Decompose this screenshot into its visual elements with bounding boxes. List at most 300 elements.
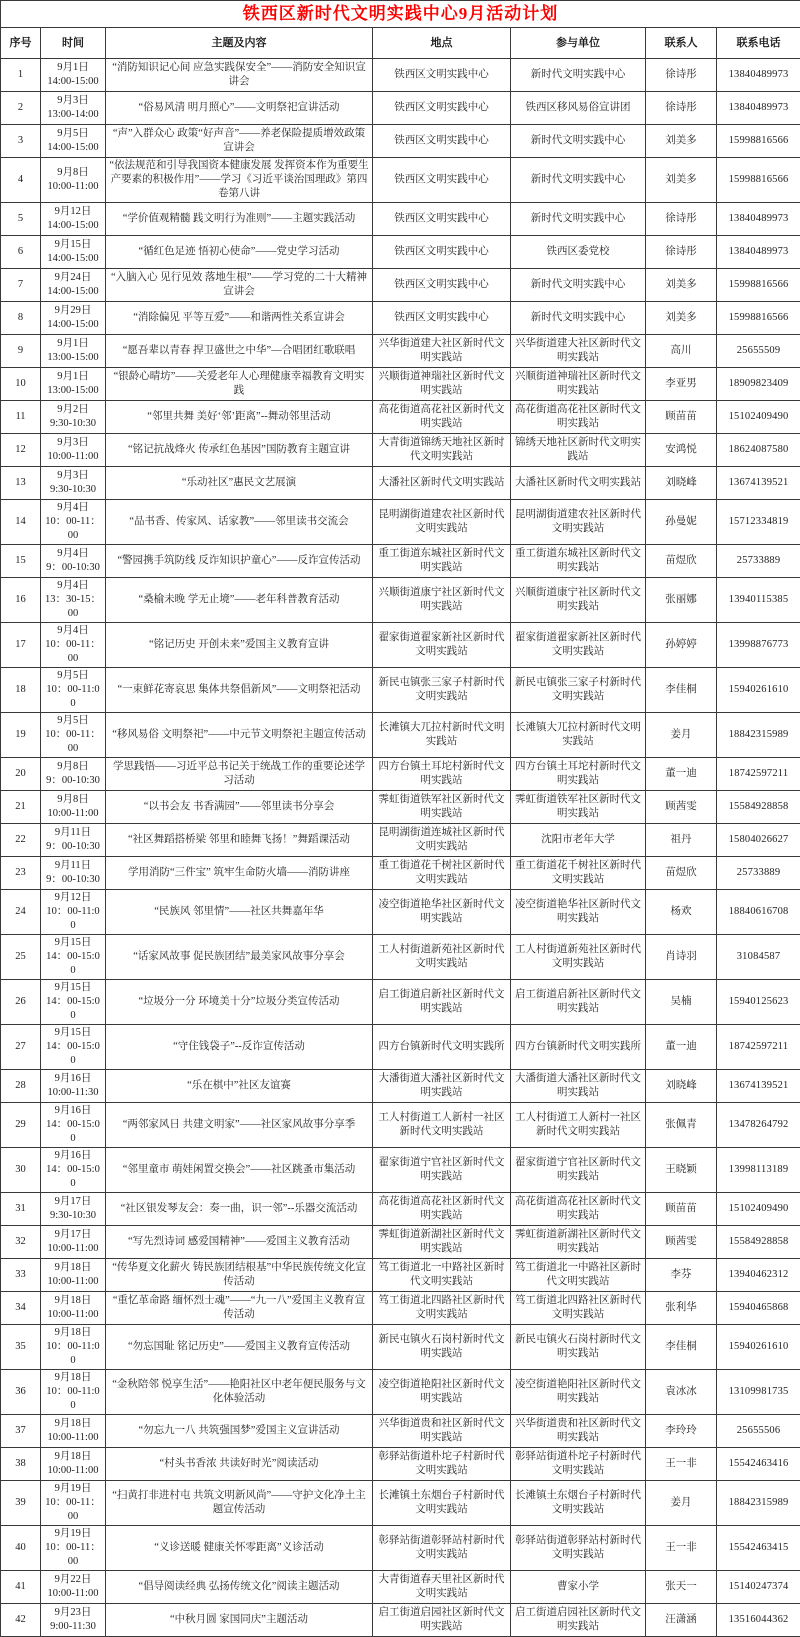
time-text: 9：00-10:30 bbox=[44, 873, 102, 887]
date-text: 9月8日 bbox=[44, 793, 102, 807]
date-text: 9月4日 bbox=[44, 501, 102, 515]
cell-contact-phone: 13998876773 bbox=[717, 623, 800, 668]
cell-time bbox=[41, 368, 106, 401]
cell-contact-person: 顾茜雯 bbox=[646, 1226, 717, 1259]
cell-theme: 学思践悟——习近平总书记关于统战工作的重要论述学习活动 bbox=[106, 758, 373, 791]
cell-contact-person: 李玲玲 bbox=[646, 1415, 717, 1448]
table-row bbox=[1, 578, 800, 623]
cell-participating-org: 长滩镇土东烟台子村新时代文明实践站 bbox=[511, 1481, 646, 1526]
cell-theme: “一束鲜花寄哀思 集体共祭倡新风”——文明祭祀活动 bbox=[106, 668, 373, 713]
cell-theme: “金秋陪邻 悦享生活”——艳阳社区中老年便民服务与文化体验活动 bbox=[106, 1370, 373, 1415]
cell-location: 彰驿站街道朴坨子村新时代文明实践站 bbox=[373, 1448, 511, 1481]
cell-location: 翟家街道宁官社区新时代文明实践站 bbox=[373, 1148, 511, 1193]
table-row bbox=[1, 623, 800, 668]
cell-location: 兴华街道建大社区新时代文明实践站 bbox=[373, 335, 511, 368]
date-text: 9月24日 bbox=[44, 271, 102, 285]
cell-contact-phone: 15998816566 bbox=[717, 125, 800, 158]
cell-row-number: 29 bbox=[1, 1103, 41, 1148]
time-text: 9：00-10:30 bbox=[44, 840, 102, 854]
cell-theme: “倡导阅读经典 弘扬传统文化”阅读主题活动 bbox=[106, 1571, 373, 1604]
cell-time bbox=[41, 401, 106, 434]
table-row bbox=[1, 158, 800, 203]
table-row bbox=[1, 545, 800, 578]
cell-time bbox=[41, 302, 106, 335]
cell-participating-org: 重工街道东城社区新时代文明实践站 bbox=[511, 545, 646, 578]
table-row bbox=[1, 1193, 800, 1226]
cell-theme: “社区银发琴友会：奏一曲，识一邻”--乐器交流活动 bbox=[106, 1193, 373, 1226]
table-row bbox=[1, 335, 800, 368]
cell-contact-person: 顾苗苗 bbox=[646, 1193, 717, 1226]
cell-participating-org: 兴顺街道康宁社区新时代文明实践站 bbox=[511, 578, 646, 623]
cell-contact-phone: 13478264792 bbox=[717, 1103, 800, 1148]
cell-theme: “银龄心晴坊”——关爱老年人心理健康幸福教育文明实践 bbox=[106, 368, 373, 401]
cell-contact-person: 顾苗苗 bbox=[646, 401, 717, 434]
table-row bbox=[1, 1226, 800, 1259]
cell-contact-phone: 15140247374 bbox=[717, 1571, 800, 1604]
cell-location: 笃工街道北一中路社区新时代文明实践站 bbox=[373, 1259, 511, 1292]
cell-contact-phone: 13840489973 bbox=[717, 92, 800, 125]
cell-row-number: 23 bbox=[1, 857, 41, 890]
cell-row-number: 5 bbox=[1, 203, 41, 236]
cell-theme: “传华夏文化薪火 铸民族团结根基”中华民族传统文化宣传活动 bbox=[106, 1259, 373, 1292]
table-row bbox=[1, 236, 800, 269]
cell-contact-phone: 15542463416 bbox=[717, 1448, 800, 1481]
cell-contact-phone: 15940125623 bbox=[717, 980, 800, 1025]
cell-contact-person: 李佳桐 bbox=[646, 1325, 717, 1370]
cell-contact-phone: 25733889 bbox=[717, 857, 800, 890]
table-row bbox=[1, 758, 800, 791]
cell-row-number: 19 bbox=[1, 713, 41, 758]
column-header-3: 地点 bbox=[373, 28, 511, 59]
table-row bbox=[1, 401, 800, 434]
cell-time bbox=[41, 1292, 106, 1325]
cell-location: 铁西区文明实践中心 bbox=[373, 92, 511, 125]
cell-participating-org: 新时代文明实践中心 bbox=[511, 302, 646, 335]
date-text: 9月17日 bbox=[44, 1195, 102, 1209]
cell-theme: “邻里共舞 美好‘邻’距离”--舞动邻里活动 bbox=[106, 401, 373, 434]
table-row bbox=[1, 500, 800, 545]
time-text: 14：00-15:00 bbox=[44, 995, 102, 1023]
time-text: 9：00-10:30 bbox=[44, 774, 102, 788]
cell-contact-phone: 15102409490 bbox=[717, 401, 800, 434]
cell-location: 重工街道花千树社区新时代文明实践站 bbox=[373, 857, 511, 890]
table-row bbox=[1, 713, 800, 758]
cell-participating-org: 铁西区委党校 bbox=[511, 236, 646, 269]
time-text: 10:00-11:00 bbox=[44, 1464, 102, 1478]
table-row bbox=[1, 791, 800, 824]
cell-contact-phone: 18624087580 bbox=[717, 434, 800, 467]
date-text: 9月23日 bbox=[44, 1606, 102, 1620]
cell-participating-org: 高花街道高花社区新时代文明实践站 bbox=[511, 401, 646, 434]
cell-row-number: 20 bbox=[1, 758, 41, 791]
date-text: 9月18日 bbox=[44, 1417, 102, 1431]
date-text: 9月15日 bbox=[44, 936, 102, 950]
cell-participating-org: 翟家街道翟家新社区新时代文明实践站 bbox=[511, 623, 646, 668]
cell-participating-org: 霁虹街道铁军社区新时代文明实践站 bbox=[511, 791, 646, 824]
cell-participating-org: 翟家街道宁官社区新时代文明实践站 bbox=[511, 1148, 646, 1193]
date-text: 9月19日 bbox=[44, 1482, 102, 1496]
cell-contact-person: 徐诗彤 bbox=[646, 92, 717, 125]
cell-location: 大青街道锦绣天地社区新时代文明实践站 bbox=[373, 434, 511, 467]
cell-contact-person: 董一迪 bbox=[646, 758, 717, 791]
cell-participating-org: 新民屯镇张三家子村新时代文明实践站 bbox=[511, 668, 646, 713]
cell-contact-phone: 15542463415 bbox=[717, 1526, 800, 1571]
cell-location: 铁西区文明实践中心 bbox=[373, 125, 511, 158]
cell-contact-person: 王一非 bbox=[646, 1448, 717, 1481]
cell-time bbox=[41, 203, 106, 236]
cell-contact-person: 张丽娜 bbox=[646, 578, 717, 623]
cell-participating-org: 兴顺街道神瑞社区新时代文明实践站 bbox=[511, 368, 646, 401]
time-text: 13：30-15：00 bbox=[44, 593, 102, 621]
table-row bbox=[1, 1415, 800, 1448]
cell-row-number: 4 bbox=[1, 158, 41, 203]
cell-contact-person: 张天一 bbox=[646, 1571, 717, 1604]
cell-time bbox=[41, 1415, 106, 1448]
time-text: 9:30-10:30 bbox=[44, 483, 102, 497]
cell-theme: “入脑入心 见行见效 落地生根”——学习党的二十大精神宣讲会 bbox=[106, 269, 373, 302]
cell-participating-org: 曹家小学 bbox=[511, 1571, 646, 1604]
date-text: 9月1日 bbox=[44, 370, 102, 384]
cell-contact-person: 李佳桐 bbox=[646, 668, 717, 713]
column-header-0: 序号 bbox=[1, 28, 41, 59]
time-text: 14:00-15:00 bbox=[44, 75, 102, 89]
cell-theme: 学用消防“三件宝” 筑牢生命防火墙——消防讲座 bbox=[106, 857, 373, 890]
cell-theme: “邻里童市 萌娃闲置交换会”——社区跳蚤市集活动 bbox=[106, 1148, 373, 1193]
cell-time bbox=[41, 713, 106, 758]
cell-theme: “声”入群众心 政策“好声音”——养老保险提质增效政策宣讲会 bbox=[106, 125, 373, 158]
time-text: 10：00-11:00 bbox=[44, 905, 102, 933]
cell-location: 启工街道启园社区新时代文明实践站 bbox=[373, 1604, 511, 1637]
cell-contact-person: 孙曼妮 bbox=[646, 500, 717, 545]
time-text: 10:00-11:00 bbox=[44, 1308, 102, 1322]
cell-location: 凌空街道艳阳社区新时代文明实践站 bbox=[373, 1370, 511, 1415]
cell-participating-org: 启工街道启园社区新时代文明实践站 bbox=[511, 1604, 646, 1637]
table-row bbox=[1, 125, 800, 158]
cell-time bbox=[41, 467, 106, 500]
cell-participating-org: 笃工街道北一中路社区新时代文明实践站 bbox=[511, 1259, 646, 1292]
time-text: 14：00-15:00 bbox=[44, 950, 102, 978]
cell-location: 笃工街道北四路社区新时代文明实践站 bbox=[373, 1292, 511, 1325]
time-text: 14:00-15:00 bbox=[44, 252, 102, 266]
cell-row-number: 7 bbox=[1, 269, 41, 302]
cell-row-number: 32 bbox=[1, 1226, 41, 1259]
table-row bbox=[1, 824, 800, 857]
cell-participating-org: 四方台镇土耳坨村新时代文明实践站 bbox=[511, 758, 646, 791]
cell-contact-phone: 13940115385 bbox=[717, 578, 800, 623]
cell-location: 兴华街道贵和社区新时代文明实践站 bbox=[373, 1415, 511, 1448]
date-text: 9月15日 bbox=[44, 981, 102, 995]
cell-row-number: 31 bbox=[1, 1193, 41, 1226]
cell-row-number: 21 bbox=[1, 791, 41, 824]
cell-location: 凌空街道艳华社区新时代文明实践站 bbox=[373, 890, 511, 935]
time-text: 14:00-15:00 bbox=[44, 219, 102, 233]
cell-participating-org: 兴华街道建大社区新时代文明实践站 bbox=[511, 335, 646, 368]
cell-location: 长滩镇大兀拉村新时代文明实践站 bbox=[373, 713, 511, 758]
cell-location: 霁虹街道铁军社区新时代文明实践站 bbox=[373, 791, 511, 824]
cell-theme: “扫黄打非进村屯 共筑文明新风尚”——守护文化净土主题宣传活动 bbox=[106, 1481, 373, 1526]
cell-location: 大青街道春天里社区新时代文明实践站 bbox=[373, 1571, 511, 1604]
cell-contact-phone: 25655509 bbox=[717, 335, 800, 368]
cell-row-number: 11 bbox=[1, 401, 41, 434]
date-text: 9月8日 bbox=[44, 166, 102, 180]
cell-participating-org: 大潘街道大潘社区新时代文明实践站 bbox=[511, 1070, 646, 1103]
date-text: 9月22日 bbox=[44, 1573, 102, 1587]
time-text: 10:00-11:00 bbox=[44, 807, 102, 821]
cell-time bbox=[41, 545, 106, 578]
cell-contact-phone: 13840489973 bbox=[717, 203, 800, 236]
cell-contact-person: 刘美多 bbox=[646, 269, 717, 302]
cell-participating-org: 昆明湖街道建农社区新时代文明实践站 bbox=[511, 500, 646, 545]
cell-location: 高花街道高花社区新时代文明实践站 bbox=[373, 401, 511, 434]
cell-time bbox=[41, 1604, 106, 1637]
cell-time bbox=[41, 125, 106, 158]
cell-participating-org: 锦绣天地社区新时代文明实践站 bbox=[511, 434, 646, 467]
table-row bbox=[1, 269, 800, 302]
cell-row-number: 27 bbox=[1, 1025, 41, 1070]
cell-row-number: 1 bbox=[1, 59, 41, 92]
cell-contact-person: 安鸿悦 bbox=[646, 434, 717, 467]
cell-contact-phone: 13674139521 bbox=[717, 467, 800, 500]
cell-time bbox=[41, 236, 106, 269]
cell-theme: “循红色足迹 悟初心使命”——党史学习活动 bbox=[106, 236, 373, 269]
date-text: 9月11日 bbox=[44, 859, 102, 873]
cell-row-number: 18 bbox=[1, 668, 41, 713]
cell-location: 新民屯镇张三家子村新时代文明实践站 bbox=[373, 668, 511, 713]
cell-theme: “依法规范和引导我国资本健康发展 发挥资本作为重要生产要素的积极作用”——学习《习近平谈治国理政》第四卷第八讲 bbox=[106, 158, 373, 203]
time-text: 14：00-15:00 bbox=[44, 1118, 102, 1146]
cell-contact-person: 刘美多 bbox=[646, 302, 717, 335]
cell-time bbox=[41, 1025, 106, 1070]
cell-contact-phone: 15940465868 bbox=[717, 1292, 800, 1325]
cell-theme: “村头书香浓 共读好时光”阅读活动 bbox=[106, 1448, 373, 1481]
time-text: 13:00-15:00 bbox=[44, 351, 102, 365]
table-row bbox=[1, 59, 800, 92]
cell-participating-org: 新民屯镇火石岗村新时代文明实践站 bbox=[511, 1325, 646, 1370]
cell-contact-phone: 13109981735 bbox=[717, 1370, 800, 1415]
cell-contact-phone: 15584928858 bbox=[717, 1226, 800, 1259]
table-row bbox=[1, 467, 800, 500]
cell-theme: “品书香、传家风、话家教”——邻里读书交流会 bbox=[106, 500, 373, 545]
cell-theme: “两邻家风日 共建文明家”——社区家风故事分享季 bbox=[106, 1103, 373, 1148]
time-text: 10：00-11:00 bbox=[44, 1385, 102, 1413]
table-row bbox=[1, 1526, 800, 1571]
table-row bbox=[1, 857, 800, 890]
table-row bbox=[1, 668, 800, 713]
cell-contact-phone: 13674139521 bbox=[717, 1070, 800, 1103]
time-text: 10:00-11:00 bbox=[44, 1275, 102, 1289]
cell-time bbox=[41, 1148, 106, 1193]
time-text: 10：00-11:00 bbox=[44, 1340, 102, 1368]
cell-contact-phone: 15804026627 bbox=[717, 824, 800, 857]
cell-contact-phone: 13840489973 bbox=[717, 236, 800, 269]
cell-contact-person: 王一非 bbox=[646, 1526, 717, 1571]
cell-theme: “铭记抗战烽火 传承红色基因”国防教育主题宣讲 bbox=[106, 434, 373, 467]
cell-contact-phone: 15998816566 bbox=[717, 269, 800, 302]
cell-contact-person: 高川 bbox=[646, 335, 717, 368]
cell-contact-phone: 18909823409 bbox=[717, 368, 800, 401]
cell-participating-org: 兴华街道贵和社区新时代文明实践站 bbox=[511, 1415, 646, 1448]
date-text: 9月15日 bbox=[44, 1026, 102, 1040]
cell-participating-org: 新时代文明实践中心 bbox=[511, 158, 646, 203]
cell-contact-phone: 15940261610 bbox=[717, 1325, 800, 1370]
cell-time bbox=[41, 269, 106, 302]
cell-theme: “消除偏见 平等互爱”——和谐两性关系宣讲会 bbox=[106, 302, 373, 335]
cell-contact-person: 刘晓峰 bbox=[646, 467, 717, 500]
date-text: 9月16日 bbox=[44, 1149, 102, 1163]
cell-participating-org: 新时代文明实践中心 bbox=[511, 59, 646, 92]
cell-row-number: 8 bbox=[1, 302, 41, 335]
cell-location: 昆明湖街道连城社区新时代文明实践站 bbox=[373, 824, 511, 857]
table-row bbox=[1, 1259, 800, 1292]
cell-contact-phone: 31084587 bbox=[717, 935, 800, 980]
cell-time bbox=[41, 1481, 106, 1526]
date-text: 9月18日 bbox=[44, 1261, 102, 1275]
date-text: 9月15日 bbox=[44, 238, 102, 252]
date-text: 9月11日 bbox=[44, 826, 102, 840]
page-title: 铁西区新时代文明实践中心9月活动计划 bbox=[1, 1, 800, 28]
cell-contact-person: 徐诗彤 bbox=[646, 203, 717, 236]
cell-contact-phone: 15998816566 bbox=[717, 302, 800, 335]
column-header-5: 联系人 bbox=[646, 28, 717, 59]
table-row bbox=[1, 935, 800, 980]
time-text: 10：00-11：00 bbox=[44, 1496, 102, 1524]
table-row bbox=[1, 980, 800, 1025]
table-row bbox=[1, 1148, 800, 1193]
date-text: 9月19日 bbox=[44, 1527, 102, 1541]
cell-time bbox=[41, 500, 106, 545]
date-text: 9月4日 bbox=[44, 547, 102, 561]
cell-row-number: 39 bbox=[1, 1481, 41, 1526]
cell-location: 铁西区文明实践中心 bbox=[373, 158, 511, 203]
cell-theme: “移风易俗 文明祭祀”——中元节文明祭祀主题宣传活动 bbox=[106, 713, 373, 758]
cell-contact-person: 张利华 bbox=[646, 1292, 717, 1325]
date-text: 9月3日 bbox=[44, 94, 102, 108]
cell-contact-person: 刘美多 bbox=[646, 125, 717, 158]
cell-row-number: 22 bbox=[1, 824, 41, 857]
cell-time bbox=[41, 890, 106, 935]
column-header-2: 主题及内容 bbox=[106, 28, 373, 59]
cell-theme: “俗易风清 明月照心”——文明祭祀宣讲活动 bbox=[106, 92, 373, 125]
cell-time bbox=[41, 1325, 106, 1370]
cell-row-number: 25 bbox=[1, 935, 41, 980]
cell-location: 启工街道启新社区新时代文明实践站 bbox=[373, 980, 511, 1025]
time-text: 9:30-10:30 bbox=[44, 417, 102, 431]
cell-row-number: 28 bbox=[1, 1070, 41, 1103]
date-text: 9月18日 bbox=[44, 1326, 102, 1340]
time-text: 10：00-11:00 bbox=[44, 683, 102, 711]
table-row bbox=[1, 92, 800, 125]
cell-contact-person: 李亚男 bbox=[646, 368, 717, 401]
cell-location: 工人村街道工人新村一社区新时代文明实践站 bbox=[373, 1103, 511, 1148]
cell-time bbox=[41, 857, 106, 890]
cell-contact-person: 苗煜欣 bbox=[646, 857, 717, 890]
time-text: 10：00-11：00 bbox=[44, 728, 102, 756]
cell-time bbox=[41, 1259, 106, 1292]
cell-location: 翟家街道翟家新社区新时代文明实践站 bbox=[373, 623, 511, 668]
cell-theme: “警园携手筑防线 反诈知识护童心”——反诈宣传活动 bbox=[106, 545, 373, 578]
cell-time bbox=[41, 758, 106, 791]
cell-contact-person: 刘晓峰 bbox=[646, 1070, 717, 1103]
cell-row-number: 30 bbox=[1, 1148, 41, 1193]
date-text: 9月2日 bbox=[44, 403, 102, 417]
table-row bbox=[1, 1103, 800, 1148]
date-text: 9月16日 bbox=[44, 1104, 102, 1118]
cell-row-number: 16 bbox=[1, 578, 41, 623]
cell-time bbox=[41, 824, 106, 857]
cell-theme: “愿吾辈以青春 捍卫盛世之中华”—合唱团红歌联唱 bbox=[106, 335, 373, 368]
cell-contact-person: 汪潇涵 bbox=[646, 1604, 717, 1637]
date-text: 9月17日 bbox=[44, 1228, 102, 1242]
cell-location: 工人村街道新苑社区新时代文明实践站 bbox=[373, 935, 511, 980]
cell-location: 铁西区文明实践中心 bbox=[373, 269, 511, 302]
cell-time bbox=[41, 1070, 106, 1103]
cell-contact-phone: 25733889 bbox=[717, 545, 800, 578]
cell-location: 铁西区文明实践中心 bbox=[373, 203, 511, 236]
cell-theme: “重忆革命路 缅怀烈士魂”——“九一八”爱国主义教育宣传活动 bbox=[106, 1292, 373, 1325]
date-text: 9月5日 bbox=[44, 714, 102, 728]
cell-time bbox=[41, 335, 106, 368]
cell-participating-org: 凌空街道艳华社区新时代文明实践站 bbox=[511, 890, 646, 935]
table-row bbox=[1, 1325, 800, 1370]
time-text: 14:00-15:00 bbox=[44, 141, 102, 155]
date-text: 9月3日 bbox=[44, 469, 102, 483]
cell-location: 昆明湖街道建农社区新时代文明实践站 bbox=[373, 500, 511, 545]
cell-row-number: 12 bbox=[1, 434, 41, 467]
cell-row-number: 10 bbox=[1, 368, 41, 401]
column-header-6: 联系电话 bbox=[717, 28, 800, 59]
cell-participating-org: 启工街道启新社区新时代文明实践站 bbox=[511, 980, 646, 1025]
cell-location: 四方台镇新时代文明实践所 bbox=[373, 1025, 511, 1070]
cell-location: 兴顺街道康宁社区新时代文明实践站 bbox=[373, 578, 511, 623]
cell-time bbox=[41, 1571, 106, 1604]
cell-row-number: 35 bbox=[1, 1325, 41, 1370]
time-text: 10:00-11:00 bbox=[44, 1431, 102, 1445]
cell-time bbox=[41, 434, 106, 467]
cell-contact-phone: 18842315989 bbox=[717, 713, 800, 758]
cell-location: 大潘社区新时代文明实践站 bbox=[373, 467, 511, 500]
cell-theme: “民族风 邻里情”——社区共舞嘉年华 bbox=[106, 890, 373, 935]
table-row bbox=[1, 1604, 800, 1637]
cell-contact-phone: 15584928858 bbox=[717, 791, 800, 824]
date-text: 9月5日 bbox=[44, 127, 102, 141]
cell-contact-phone: 13940462312 bbox=[717, 1259, 800, 1292]
cell-row-number: 40 bbox=[1, 1526, 41, 1571]
time-text: 10:00-11:30 bbox=[44, 1086, 102, 1100]
cell-participating-org: 工人村街道新苑社区新时代文明实践站 bbox=[511, 935, 646, 980]
cell-theme: “消防知识记心间 应急实践保安全”——消防安全知识宣讲会 bbox=[106, 59, 373, 92]
cell-theme: “垃圾分一分 环境美十分”垃圾分类宣传活动 bbox=[106, 980, 373, 1025]
date-text: 9月18日 bbox=[44, 1450, 102, 1464]
time-text: 10:00-11:00 bbox=[44, 1587, 102, 1601]
cell-theme: “学价值观精髓 践文明行为准则”——主题实践活动 bbox=[106, 203, 373, 236]
time-text: 10：00-11：00 bbox=[44, 638, 102, 666]
cell-location: 兴顺街道神瑞社区新时代文明实践站 bbox=[373, 368, 511, 401]
cell-row-number: 34 bbox=[1, 1292, 41, 1325]
date-text: 9月16日 bbox=[44, 1072, 102, 1086]
cell-theme: “社区舞蹈搭桥梁 邻里和睦舞飞扬！”舞蹈课活动 bbox=[106, 824, 373, 857]
cell-participating-org: 工人村街道工人新村一社区新时代文明实践站 bbox=[511, 1103, 646, 1148]
cell-row-number: 26 bbox=[1, 980, 41, 1025]
cell-contact-phone: 13998113189 bbox=[717, 1148, 800, 1193]
cell-contact-phone: 18840616708 bbox=[717, 890, 800, 935]
table-row bbox=[1, 302, 800, 335]
cell-time bbox=[41, 1103, 106, 1148]
cell-participating-org: 沈阳市老年大学 bbox=[511, 824, 646, 857]
date-text: 9月5日 bbox=[44, 669, 102, 683]
cell-row-number: 6 bbox=[1, 236, 41, 269]
time-text: 10：00-11：00 bbox=[44, 1541, 102, 1569]
cell-contact-phone: 15712334819 bbox=[717, 500, 800, 545]
